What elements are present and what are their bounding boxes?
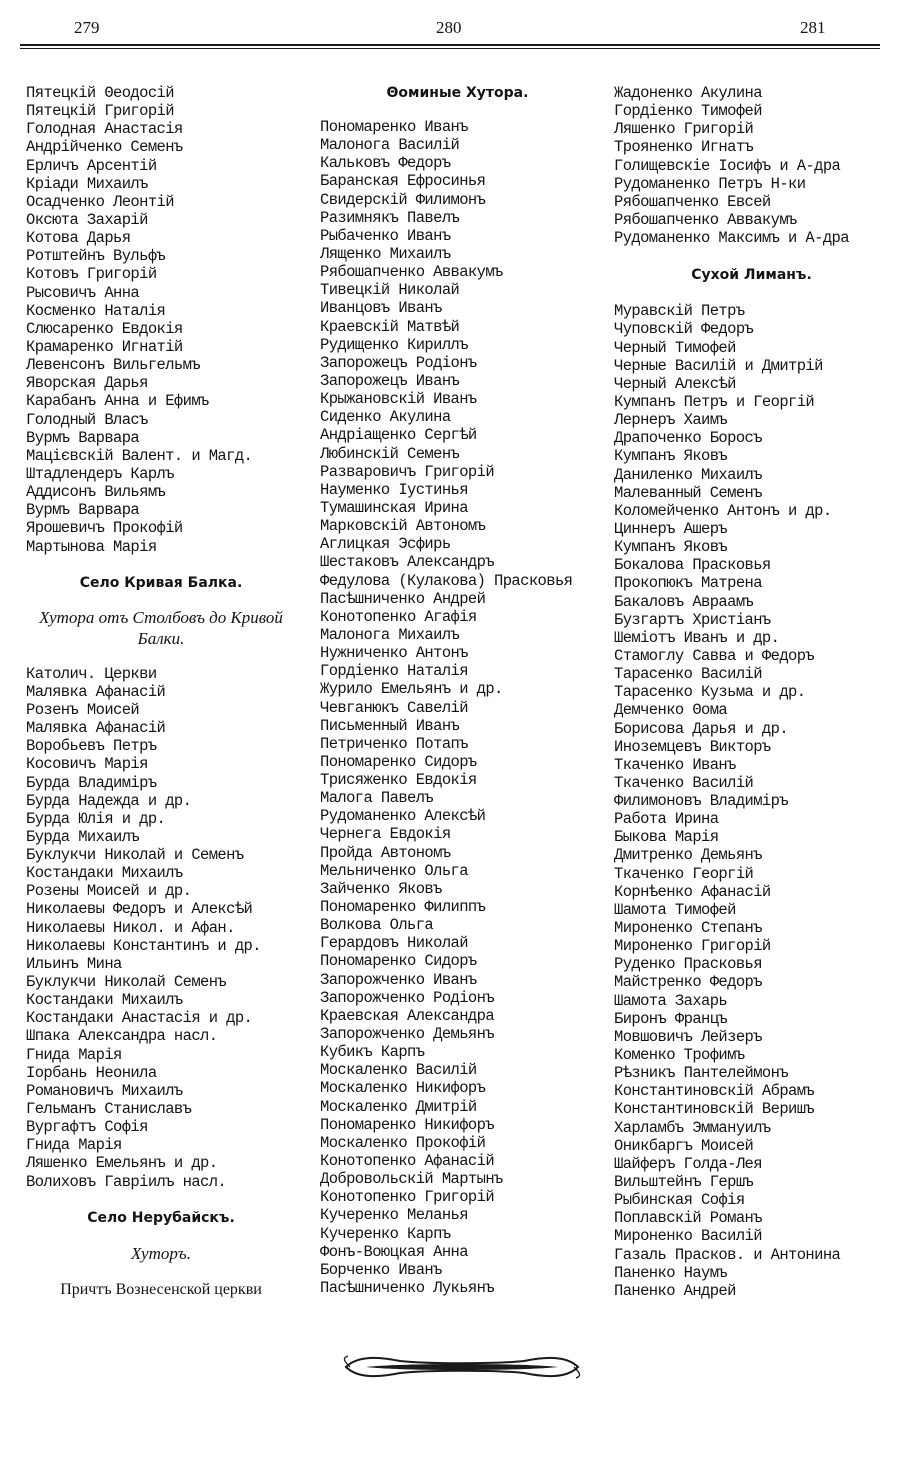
list-item: Бокалова Прасковья [614, 556, 771, 575]
list-item: Запорожецъ Иванъ [320, 371, 460, 390]
list-item: Мироненко Степанъ [614, 919, 762, 938]
list-item: Голодный Власъ [26, 410, 148, 429]
section-heading-nerubaysk: Село Нерубайскъ. [87, 1209, 235, 1226]
list-item: Москаленко Прокофій [320, 1133, 486, 1152]
list-item: Герардовъ Николай [320, 934, 468, 953]
list-item: Чуповскій Федоръ [614, 320, 754, 339]
name-list [614, 84, 889, 247]
list-item: Волкова Ольга [320, 916, 434, 935]
column-left [26, 84, 296, 1300]
list-item: Костандаки Анастасія и др. [26, 1009, 253, 1028]
list-item: Пономаренко Иванъ [320, 118, 468, 136]
list-item: Малявка Афанасій [26, 682, 166, 701]
list-item: Пятецкій Григорій [26, 102, 174, 121]
list-item: Паненко Андрей [614, 1281, 736, 1300]
list-item: Марковскій Автономъ [320, 517, 486, 536]
name-list [26, 84, 296, 556]
list-item: Мартынова Марія [26, 537, 157, 556]
list-item: Пономаренко Сидоръ [320, 752, 477, 771]
list-item: Кучеренко Карпъ [320, 1224, 451, 1243]
list-item: Быкова Марія [614, 828, 719, 847]
list-item: Любинскій Семенъ [320, 444, 460, 463]
list-item: Муравскій Петръ [614, 302, 745, 321]
section-heading-fominye-khutora: Θоминые Хутора. [386, 85, 529, 101]
list-item: Малонога Василій [320, 136, 460, 155]
ornament-divider [340, 1352, 584, 1382]
list-item: Ярошевичъ Прокофій [26, 519, 183, 538]
list-item: Романовичъ Михаилъ [26, 1081, 183, 1100]
list-item: Костандаки Михаилъ [26, 864, 183, 883]
section-heading-krivaya-balka: Село Кривая Балка. [79, 574, 243, 591]
list-item: Буклукчи Николай Семенъ [26, 973, 227, 992]
name-list [26, 665, 296, 1191]
list-item: Москаленко Никифоръ [320, 1079, 486, 1098]
list-item: Ерличъ Арсентій [26, 156, 157, 175]
list-item: Даниленко Михаилъ [614, 465, 762, 484]
list-item: Краевская Александра [320, 1006, 495, 1025]
list-item: Конотопенко Григорій [320, 1188, 495, 1207]
list-item: Демченко Θома [614, 701, 728, 720]
list-item: Малонога Михаилъ [320, 625, 460, 644]
list-item: Тарасенко Василій [614, 665, 762, 684]
list-item: Мельниченко Ольга [320, 861, 468, 880]
list-item: Ткаченко Георгій [614, 864, 754, 883]
list-item: Вильштейнъ Гершъ [614, 1173, 754, 1192]
list-item: Вурмъ Варвара [26, 501, 140, 520]
list-item: Черные Василій и Дмитрій [614, 356, 823, 375]
list-item: Ткаченко Иванъ [614, 755, 736, 774]
list-item: Разваровичъ Григорій [320, 462, 495, 481]
list-item: Чевганюкъ Савелій [320, 698, 468, 717]
list-item: Харламбъ Эммануилъ [614, 1118, 771, 1137]
list-item: Крамаренко Игнатій [26, 337, 183, 356]
list-item: Корнѣенко Афанасій [614, 882, 771, 901]
list-item: Шестаковъ Александръ [320, 553, 495, 572]
list-item: Ильинъ Мина [26, 954, 122, 973]
list-item: Разимнякъ Павелъ [320, 208, 460, 227]
list-item: Малявка Афанасій [26, 719, 166, 738]
list-item: Петриченко Потапъ [320, 734, 468, 753]
list-item: Прокопюкъ Матрена [614, 574, 762, 593]
list-item: Трисяженко Евдокія [320, 771, 477, 790]
list-item: Кальковъ Федоръ [320, 154, 451, 173]
list-item: Рябошапченко Евсей [614, 192, 771, 211]
header-rule-thin [20, 48, 880, 49]
list-item: Рыбинская Софія [614, 1191, 745, 1210]
list-item: Рыбаченко Иванъ [320, 226, 451, 245]
list-item: Зайченко Яковъ [320, 879, 442, 898]
list-item: Бурда Михаилъ [26, 827, 140, 846]
list-item: Яворская Дарья [26, 374, 148, 393]
list-item: Конотопенко Афанасій [320, 1152, 495, 1171]
list-item: Андрійченко Семенъ [26, 138, 183, 157]
list-item: Ляшенко Емельянъ и др. [26, 1154, 218, 1173]
list-item: Пасѣшниченко Андрей [320, 589, 486, 608]
list-item: Запорожецъ Родіонъ [320, 353, 477, 372]
list-item: Кумпанъ Петръ и Георгій [614, 392, 815, 411]
column-right [614, 84, 889, 1300]
list-item: Оникбаргъ Моисей [614, 1136, 754, 1155]
list-item: Кріади Михаилъ [26, 174, 148, 193]
list-item: Тумашинская Ирина [320, 498, 468, 517]
list-item: Николаевы Константинъ и др. [26, 936, 261, 955]
list-item: Москаленко Дмитрій [320, 1097, 477, 1116]
list-item: Паненко Наумъ [614, 1263, 728, 1282]
list-item: Косовичъ Марія [26, 755, 148, 774]
column-center [320, 84, 595, 1297]
name-list [614, 302, 889, 1300]
list-item: Розены Моисей и др. [26, 882, 192, 901]
list-item: Малеванный Семенъ [614, 483, 762, 502]
list-item: Пройда Автономъ [320, 843, 451, 862]
list-item: Андріащенко Сергѣй [320, 426, 477, 445]
list-item: Запорожченко Родіонъ [320, 988, 495, 1007]
list-item: Воробьевъ Петръ [26, 737, 157, 756]
list-item: Тивецкій Николай [320, 281, 460, 300]
list-item: Іорбань Неонила [26, 1063, 157, 1082]
list-item: Слюсаренко Евдокія [26, 319, 183, 338]
list-item: Рудоманенко Алексѣй [320, 807, 486, 826]
list-item: Черный Алексѣй [614, 374, 736, 393]
list-item: Журило Емельянъ и др. [320, 680, 503, 699]
list-item: Иванцовъ Иванъ [320, 299, 442, 318]
list-item: Константиновскій Абрамъ [614, 1082, 815, 1101]
list-item: Руденко Прасковья [614, 955, 762, 974]
list-item: Баранская Ефросинья [320, 172, 486, 191]
list-item: Рябошапченко Аввакумъ [614, 210, 797, 229]
list-item: Бурда Надежда и др. [26, 791, 192, 810]
list-item: Лернеръ Хаимъ [614, 411, 728, 430]
header-rule-thick [20, 44, 880, 46]
list-item: Котова Дарья [26, 229, 131, 248]
page-header [0, 0, 900, 50]
list-item: Ротштейнъ Вульфъ [26, 247, 166, 266]
list-item: Работа Ирина [614, 810, 719, 829]
list-item: Нужниченко Антонъ [320, 644, 468, 663]
list-item: Мироненко Василій [614, 1227, 762, 1246]
list-item: Вургафтъ Софія [26, 1118, 148, 1137]
list-item: Кумпанъ Яковъ [614, 538, 728, 557]
list-item: Пятецкій Θеодосій [26, 84, 174, 102]
list-item: Коменко Трофимъ [614, 1046, 745, 1065]
list-item: Николаевы Федоръ и Алексѣй [26, 900, 253, 919]
list-item: Циннеръ Ашеръ [614, 519, 728, 538]
list-item: Москаленко Василій [320, 1061, 477, 1080]
list-item: Розенъ Моисей [26, 700, 140, 719]
list-item: Осадченко Леонтій [26, 192, 174, 211]
list-item: Шамота Тимофей [614, 900, 736, 919]
list-item: Конотопенко Агафія [320, 607, 477, 626]
list-item: Сиденко Акулина [320, 408, 451, 427]
list-item: Бакаловъ Авраамъ [614, 592, 754, 611]
list-item: Николаевы Никол. и Афан. [26, 918, 235, 937]
list-item: Гордіенко Наталія [320, 662, 468, 681]
list-item: Филимоновъ Владиміръ [614, 792, 789, 811]
list-item: Лященко Михаилъ [320, 244, 451, 263]
list-item: Стамоглу Савва и Федоръ [614, 646, 815, 665]
list-item: Голищевскіе Іосифъ и А-дра [614, 156, 841, 175]
list-item: Поплавскій Романъ [614, 1209, 762, 1228]
list-item: Драпоченко Боросъ [614, 429, 762, 448]
list-item: Аддисонъ Вильямъ [26, 483, 166, 502]
list-item: Котовъ Григорій [26, 265, 157, 284]
list-item: Штадлендеръ Карлъ [26, 464, 174, 483]
page-number-center: 280 [436, 18, 462, 37]
list-item: Рудоманенко Петръ Н-ки [614, 174, 806, 193]
list-item: Гнида Марія [26, 1045, 122, 1064]
list-item: Коломейченко Антонъ и др. [614, 501, 832, 520]
page-number-left: 279 [74, 18, 100, 37]
list-item: Майстренко Федоръ [614, 973, 762, 992]
list-item: Краевскій Матвѣй [320, 317, 460, 336]
list-item: Шеміотъ Иванъ и др. [614, 628, 780, 647]
list-item: Иноземцевъ Викторъ [614, 737, 771, 756]
list-item: Шамота Захарь [614, 991, 728, 1010]
list-item: Федулова (Кулакова) Прасковья [320, 571, 573, 590]
list-item: Оксюта Захарій [26, 210, 148, 229]
list-item: Чернега Евдокія [320, 825, 451, 844]
list-item: Бурда Владиміръ [26, 773, 157, 792]
list-item: Пономаренко Сидоръ [320, 952, 477, 971]
list-item: Рудищенко Кириллъ [320, 335, 468, 354]
list-item: Рябошапченко Аввакумъ [320, 263, 503, 282]
list-item: Мовшовичъ Лейзеръ [614, 1027, 762, 1046]
name-list [320, 118, 595, 1297]
list-item: Константиновскій Веришъ [614, 1100, 815, 1119]
list-item: Пономаренко Никифоръ [320, 1115, 495, 1134]
list-item: Добровольскій Мартынъ [320, 1170, 503, 1189]
list-item: Карабанъ Анна и Ефимъ [26, 392, 209, 411]
list-item: Борисова Дарья и др. [614, 719, 789, 738]
list-item: Голодная Анастасія [26, 120, 183, 139]
list-item: Волиховъ Гавріилъ насл. [26, 1172, 227, 1191]
list-item: Биронъ Францъ [614, 1009, 728, 1028]
list-item: Бурда Юлія и др. [26, 809, 166, 828]
list-item: Шпака Александра насл. [26, 1027, 218, 1046]
list-item: Запорожченко Демьянъ [320, 1025, 495, 1044]
list-item: Науменко Іустинья [320, 480, 468, 499]
list-item: Косменко Наталія [26, 301, 166, 320]
list-item: Жадоненко Акулина [614, 84, 762, 102]
list-item: Гнида Марія [26, 1136, 122, 1155]
list-item: Рѣзникъ Пантелеймонъ [614, 1064, 789, 1083]
list-item: Католич. Церкви [26, 664, 157, 683]
list-item: Трояненко Игнатъ [614, 138, 754, 157]
list-item: Борченко Иванъ [320, 1260, 442, 1279]
list-item: Аглицкая Эсфирь [320, 535, 451, 554]
list-item: Левенсонъ Вильгельмъ [26, 356, 201, 375]
list-item: Запорожченко Иванъ [320, 970, 477, 989]
list-item: Гордіенко Тимофей [614, 102, 762, 121]
list-item: Костандаки Михаилъ [26, 991, 183, 1010]
list-item: Вурмъ Варвара [26, 428, 140, 447]
list-item: Дмитренко Демьянъ [614, 846, 762, 865]
list-item: Рудоманенко Максимъ и А-дра [614, 229, 849, 248]
list-item: Пономаренко Филиппъ [320, 898, 486, 917]
list-item: Малога Павелъ [320, 789, 434, 808]
section-heading-sukhoy-liman: Сухой Лиманъ. [691, 267, 812, 284]
list-item: Газаль Прасков. и Антонина [614, 1245, 841, 1264]
list-item: Письменный Иванъ [320, 716, 460, 735]
list-item: Мацієвскій Валент. и Магд. [26, 446, 253, 465]
list-item: Бузгартъ Христіанъ [614, 610, 771, 629]
list-item: Черный Тимофей [614, 338, 736, 357]
list-item: Ляшенко Григорій [614, 120, 754, 139]
list-item: Кубикъ Карпъ [320, 1043, 425, 1062]
list-item: Ткаченко Василій [614, 773, 754, 792]
section-subheading-khutor: Хуторъ. [131, 1243, 191, 1263]
list-item: Мироненко Григорій [614, 937, 771, 956]
list-item: Буклукчи Николай и Семенъ [26, 846, 244, 865]
list-item: Свидерскій Филимонъ [320, 190, 486, 209]
list-item: Гельманъ Станиславъ [26, 1100, 192, 1119]
list-item: Фонъ-Воюцкая Анна [320, 1242, 468, 1261]
list-item: Кучеренко Меланья [320, 1206, 468, 1225]
list-item: Тарасенко Кузьма и др. [614, 683, 806, 702]
page-number-right: 281 [800, 18, 826, 37]
list-item: Пасѣшниченко Лукьянъ [320, 1279, 495, 1297]
list-item: Кумпанъ Яковъ [614, 447, 728, 466]
section-subheading-khutora: Хутора отъ Столбовъ до Кривой Балки. [39, 607, 283, 648]
list-item: Крыжановскій Иванъ [320, 390, 477, 409]
trailing-entry: Причтъ Вознесенской церкви [60, 1280, 262, 1298]
list-item: Шайферъ Голда-Лея [614, 1154, 762, 1173]
list-item: Рысовичъ Анна [26, 283, 140, 302]
